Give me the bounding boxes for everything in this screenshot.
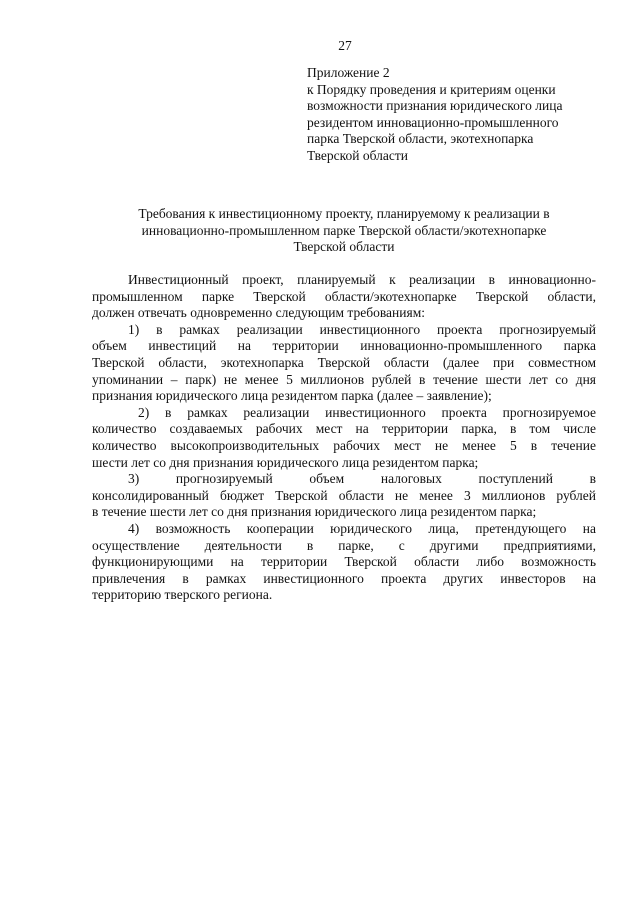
body-line: в течение шести лет со дня признания юридического лица резидентом парка;: [92, 504, 537, 520]
body-line: Тверской области, экотехнопарка Тверской области (далее при совместном: [92, 354, 596, 370]
requirement-4: [92, 521, 596, 604]
appendix-line: возможности признания юридического лица: [307, 98, 563, 114]
body-line: признания юридического лица резидентом парка (далее – заявление);: [92, 388, 492, 404]
page-number: 27: [338, 38, 352, 53]
appendix-header: [307, 65, 607, 165]
body-line: объем инвестиций на территории инновационно-промышленного парка: [92, 338, 596, 354]
body-line: Инвестиционный проект, планируемый к реализации в инновационно-: [128, 272, 596, 287]
requirement-1: [92, 322, 596, 405]
body-line: промышленном парке Тверской области/экотехнопарке Тверской области,: [92, 288, 596, 304]
body-line: 3) прогнозируемый объем налоговых поступлений в: [128, 471, 596, 487]
body-line: территорию тверского региона.: [92, 587, 273, 603]
body-line: упоминании – парк) не менее 5 миллионов рублей в течение шести лет со дня: [92, 371, 596, 387]
body-line: количество создаваемых рабочих мест на территории парка, в том числе: [92, 421, 596, 437]
requirement-2: [92, 405, 596, 471]
body-line: должен отвечать одновременно следующим требованиям:: [92, 305, 425, 321]
intro-paragraph: [92, 272, 596, 322]
body-line: 4) возможность кооперации юридического лица, претендующего на: [128, 520, 596, 536]
body-line: 2) в рамках реализации инвестиционного проекта прогнозируемое: [138, 404, 596, 420]
body-line: количество высокопроизводительных рабочих мест не менее 5 в течение: [92, 437, 596, 453]
document-body: [92, 272, 596, 604]
body-line: 1) в рамках реализации инвестиционного проекта прогнозируемый: [128, 321, 596, 337]
body-line: осуществление деятельности в парке, с другими предприятиями,: [92, 537, 596, 553]
body-line: привлечения в рамках инвестиционного проекта других инвесторов на: [92, 570, 596, 586]
document-title: [96, 206, 592, 256]
appendix-line: парка Тверской области, экотехнопарка: [307, 131, 534, 147]
requirement-3: [92, 471, 596, 521]
appendix-line: Приложение 2: [307, 65, 390, 80]
appendix-line: к Порядку проведения и критериям оценки: [307, 81, 556, 97]
appendix-line: резидентом инновационно-промышленного: [307, 114, 559, 130]
title-line: Тверской области: [293, 239, 395, 255]
body-line: шести лет со дня признания юридического лица резидентом парка;: [92, 454, 479, 470]
appendix-line: Тверской области: [307, 147, 408, 163]
body-line: консолидированный бюджет Тверской области не менее 3 миллионов рублей: [92, 487, 596, 503]
title-line: инновационно-промышленном парке Тверской области/экотехнопарке: [141, 222, 547, 238]
title-line: Требования к инвестиционному проекту, планируемому к реализации в: [138, 206, 550, 221]
body-line: функционирующими на территории Тверской области либо возможность: [92, 554, 596, 570]
